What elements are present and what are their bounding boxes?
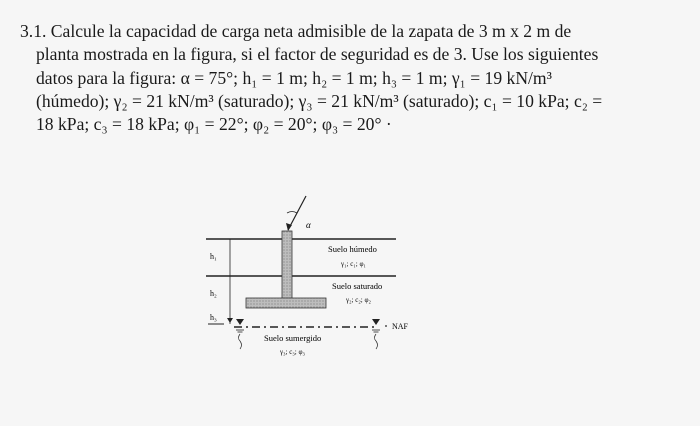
layer3-name: Suelo sumergido — [264, 333, 322, 343]
water-table-label: NAF — [392, 322, 409, 331]
angle-arc — [287, 212, 297, 214]
problem-line-5: 18 kPa; c₃ = 18 kPa; φ₁ = 22°; φ₂ = 20°; φ₃ = 20° · — [36, 114, 392, 135]
foundation-figure — [196, 186, 436, 376]
problem-line-2: planta mostrada en la figura, si el factor de seguridad es de 3. Use los siguientes — [36, 44, 599, 65]
problem-line-4: (húmedo); γ₂ = 21 kN/m³ (saturado); γ₃ = 21 kN/m³ (saturado); c₁ = 10 kPa; c₂ = — [36, 90, 603, 111]
water-table-dot — [385, 325, 387, 327]
problem-line-1: 3.1. Calcule la capacidad de carga neta admisible de la zapata de 3 m x 2 m de — [20, 21, 572, 41]
h3-label: h₃ — [210, 313, 217, 322]
water-table-symbol-left — [236, 319, 244, 325]
h3-arrow-head — [227, 318, 233, 323]
problem-line-3: datos para la figura: α = 75°; h₁ = 1 m; h₂ = 1 m; h₃ = 1 m; γ₁ = 19 kN/m³ — [36, 67, 552, 88]
h2-label: h₂ — [210, 289, 217, 298]
column — [282, 231, 292, 301]
layer2-params: γ₂; c₂; φ₂ — [346, 296, 371, 304]
problem-statement — [20, 20, 688, 136]
layer2-name: Suelo saturado — [332, 281, 383, 291]
water-table-squiggle-left — [239, 334, 242, 349]
water-table-symbol-right — [372, 319, 380, 325]
h1-label: h₁ — [210, 252, 217, 261]
layer1-params: γ₁; c₁; φ₁ — [341, 260, 366, 268]
footing — [246, 298, 326, 308]
layer1-name: Suelo húmedo — [328, 244, 377, 254]
angle-label: α — [306, 220, 311, 230]
water-table-squiggle-right — [375, 334, 378, 349]
layer3-params: γ₃; c₃; φ₃ — [280, 348, 305, 356]
